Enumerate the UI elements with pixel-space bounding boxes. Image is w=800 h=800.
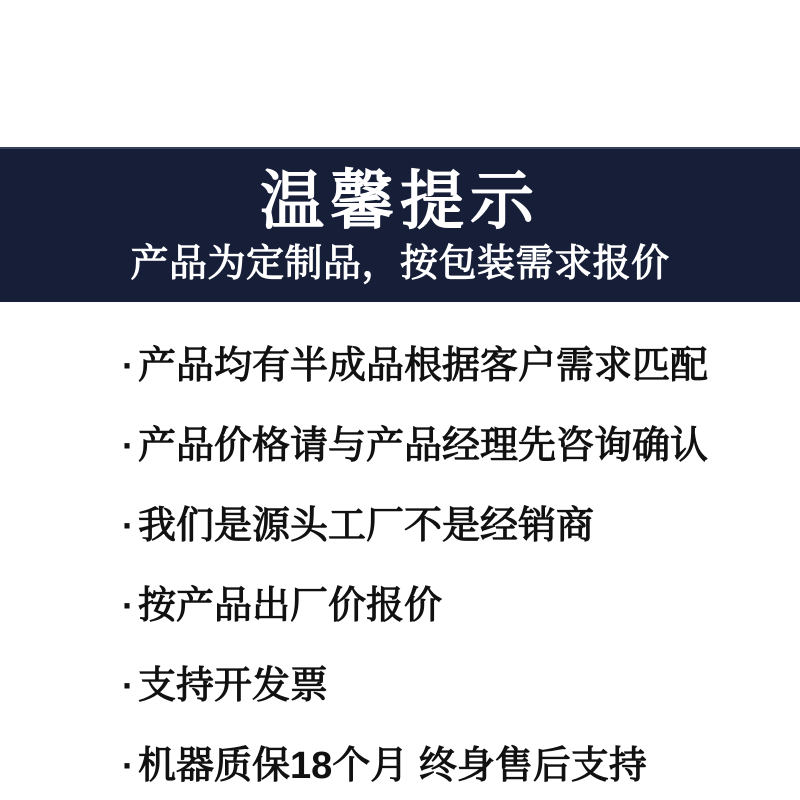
bullet-dot: · <box>122 665 134 706</box>
list-item <box>122 726 708 800</box>
list-item <box>122 486 708 566</box>
note-text: 机器质保18个月 终身售后支持 <box>138 745 647 787</box>
notes-list <box>122 326 708 800</box>
note-text: 按产品出厂价报价 <box>138 585 443 627</box>
note-text: 支持开发票 <box>138 665 329 707</box>
notice-banner <box>0 147 800 302</box>
note-text: 我们是源头工厂不是经销商 <box>138 505 595 547</box>
list-item <box>122 406 708 486</box>
banner-subtitle: 产品为定制品，按包装需求报价 <box>130 242 670 285</box>
bullet-dot: · <box>122 505 134 546</box>
list-item <box>122 646 708 726</box>
banner-title: 温馨提示 <box>260 164 540 237</box>
bullet-dot: · <box>122 425 134 466</box>
list-item <box>122 326 708 406</box>
bullet-dot: · <box>122 745 134 786</box>
note-text: 产品均有半成品根据客户需求匹配 <box>138 345 709 387</box>
list-item <box>122 566 708 646</box>
bullet-dot: · <box>122 345 134 386</box>
bullet-dot: · <box>122 585 134 626</box>
note-text: 产品价格请与产品经理先咨询确认 <box>138 425 709 467</box>
